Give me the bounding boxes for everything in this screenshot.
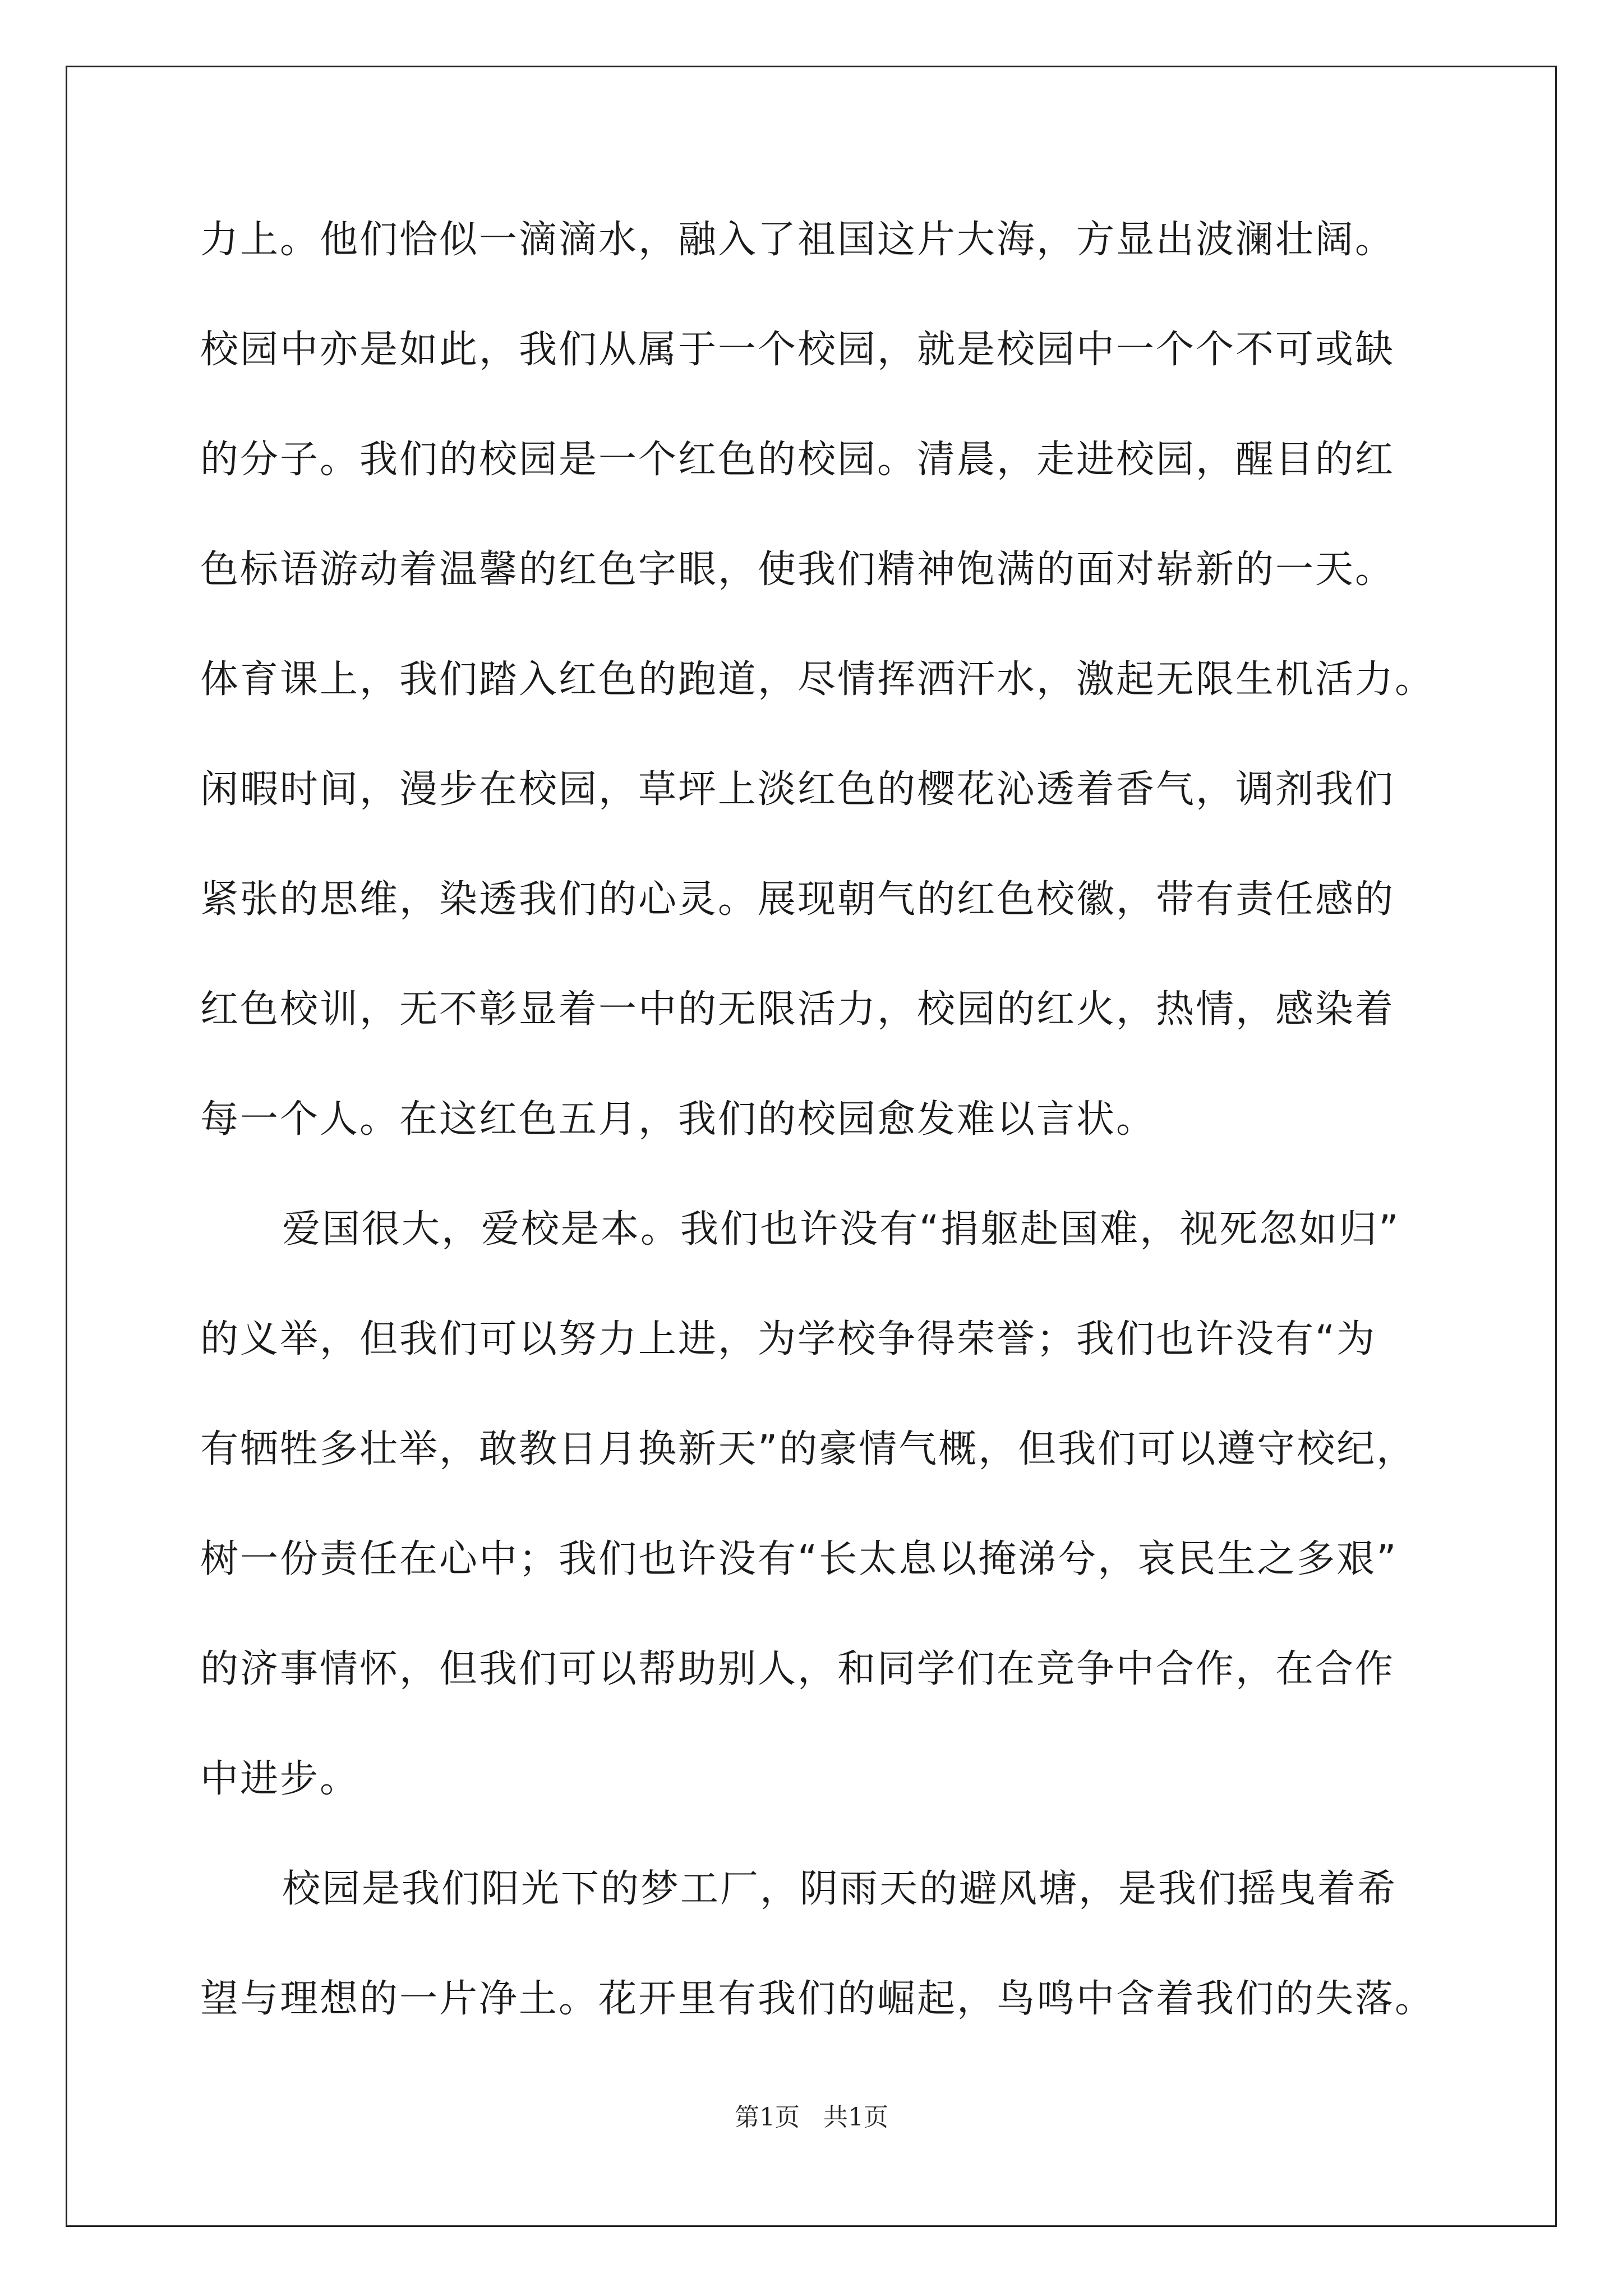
text-line: 树一份责任在心中；我们也许没有“长太息以掩涕兮，哀民生之多艰” bbox=[200, 1537, 1398, 1581]
text-line: 色标语游动着温馨的红色字眼，使我们精神饱满的面对崭新的一天。 bbox=[200, 547, 1395, 592]
document-body bbox=[200, 185, 1435, 2054]
text-line: 体育课上，我们踏入红色的跑道，尽情挥洒汗水，激起无限生机活力。 bbox=[200, 657, 1435, 702]
text-line: 的济事情怀，但我们可以帮助别人，和同学们在竞争中合作，在合作 bbox=[200, 1647, 1395, 1691]
text-line: 爱国很大，爱校是本。我们也许没有“捐躯赴国难，视死忽如归” bbox=[282, 1207, 1400, 1251]
text-line: 力上。他们恰似一滴滴水，融入了祖国这片大海，方显出波澜壮阔。 bbox=[200, 218, 1395, 262]
text-line: 校园是我们阳光下的梦工厂，阴雨天的避风塘，是我们摇曳着希 bbox=[282, 1867, 1398, 1911]
text-line: 闲暇时间，漫步在校园，草坪上淡红色的樱花沁透着香气，调剂我们 bbox=[200, 767, 1395, 812]
text-line: 望与理想的一片净土。花开里有我们的崛起，鸟鸣中含着我们的失落。 bbox=[200, 1977, 1435, 2021]
text-line: 中进步。 bbox=[200, 1757, 360, 1801]
text-line: 紧张的思维，染透我们的心灵。展现朝气的红色校徽，带有责任感的 bbox=[200, 877, 1395, 922]
text-line: 红色校训，无不彰显着一中的无限活力，校园的红火，热情，感染着 bbox=[200, 987, 1395, 1032]
page-number: 第1页 bbox=[735, 2103, 800, 2132]
text-line: 每一个人。在这红色五月，我们的校园愈发难以言状。 bbox=[200, 1097, 1156, 1142]
page-footer bbox=[0, 2097, 1623, 2133]
text-line: 有牺牲多壮举，敢教日月换新天”的豪情气概，但我们可以遵守校纪， bbox=[200, 1427, 1417, 1471]
text-line: 的义举，但我们可以努力上进，为学校争得荣誉；我们也许没有“为 bbox=[200, 1317, 1377, 1361]
text-line: 的分子。我们的校园是一个红色的校园。清晨，走进校园，醒目的红 bbox=[200, 438, 1395, 482]
text-line: 校园中亦是如此，我们从属于一个校园，就是校园中一个个不可或缺 bbox=[200, 328, 1395, 372]
page-total: 共1页 bbox=[823, 2103, 888, 2132]
